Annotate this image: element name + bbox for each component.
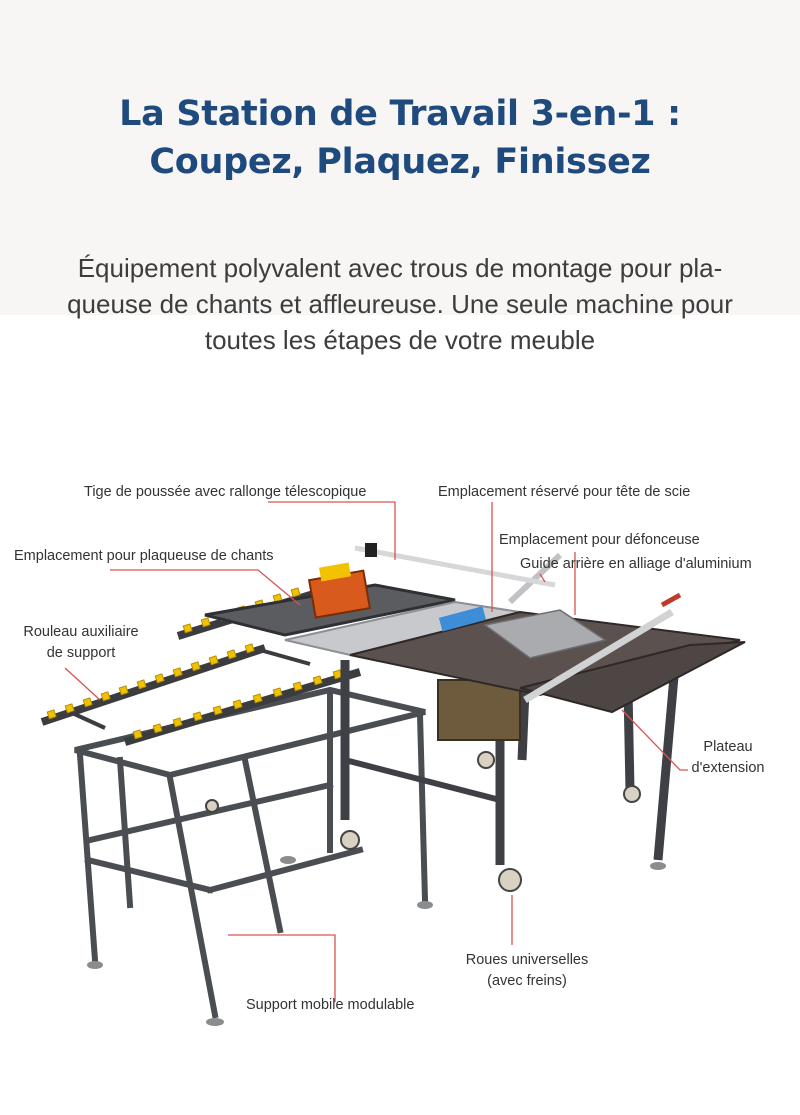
callout-roller-line-1: Rouleau auxiliaire — [23, 624, 139, 640]
title-line-1: La Station de Travail 3-en-1 : — [119, 94, 681, 134]
callout-wheels-line-2: (avec freins) — [487, 973, 567, 989]
subtitle-line-2: queuse de chants et affleureuse. Une seule machine pour — [67, 289, 733, 319]
subtitle-line-1: Équipement polyvalent avec trous de montage pour pla- — [77, 253, 723, 283]
subtitle-line-3: toutes les étapes de votre meuble — [204, 325, 596, 355]
callout-wheels-line-1: Roues universelles — [465, 952, 589, 968]
callout-roller — [16, 622, 146, 664]
title-line-2: Coupez, Plaquez, Finissez — [149, 142, 651, 182]
callout-edge-bander: Emplacement pour plaqueuse de chants — [14, 548, 274, 564]
callout-mobile-support: Support mobile modulable — [246, 997, 415, 1013]
callout-extension-line-2: d'extension — [691, 760, 765, 776]
callout-extension-line-1: Plateau — [703, 739, 753, 755]
callout-saw-head: Emplacement réservé pour tête de scie — [438, 484, 691, 500]
callout-lines — [65, 502, 688, 1002]
callout-push-rod: Tige de poussée avec rallonge télescopique — [84, 484, 367, 500]
callout-extension — [682, 737, 774, 779]
callout-router: Emplacement pour défonceuse — [499, 532, 700, 548]
callout-roller-line-2: de support — [46, 645, 116, 661]
callout-wheels — [452, 950, 602, 992]
callout-rear-guide: Guide arrière en alliage d'aluminium — [520, 556, 752, 572]
